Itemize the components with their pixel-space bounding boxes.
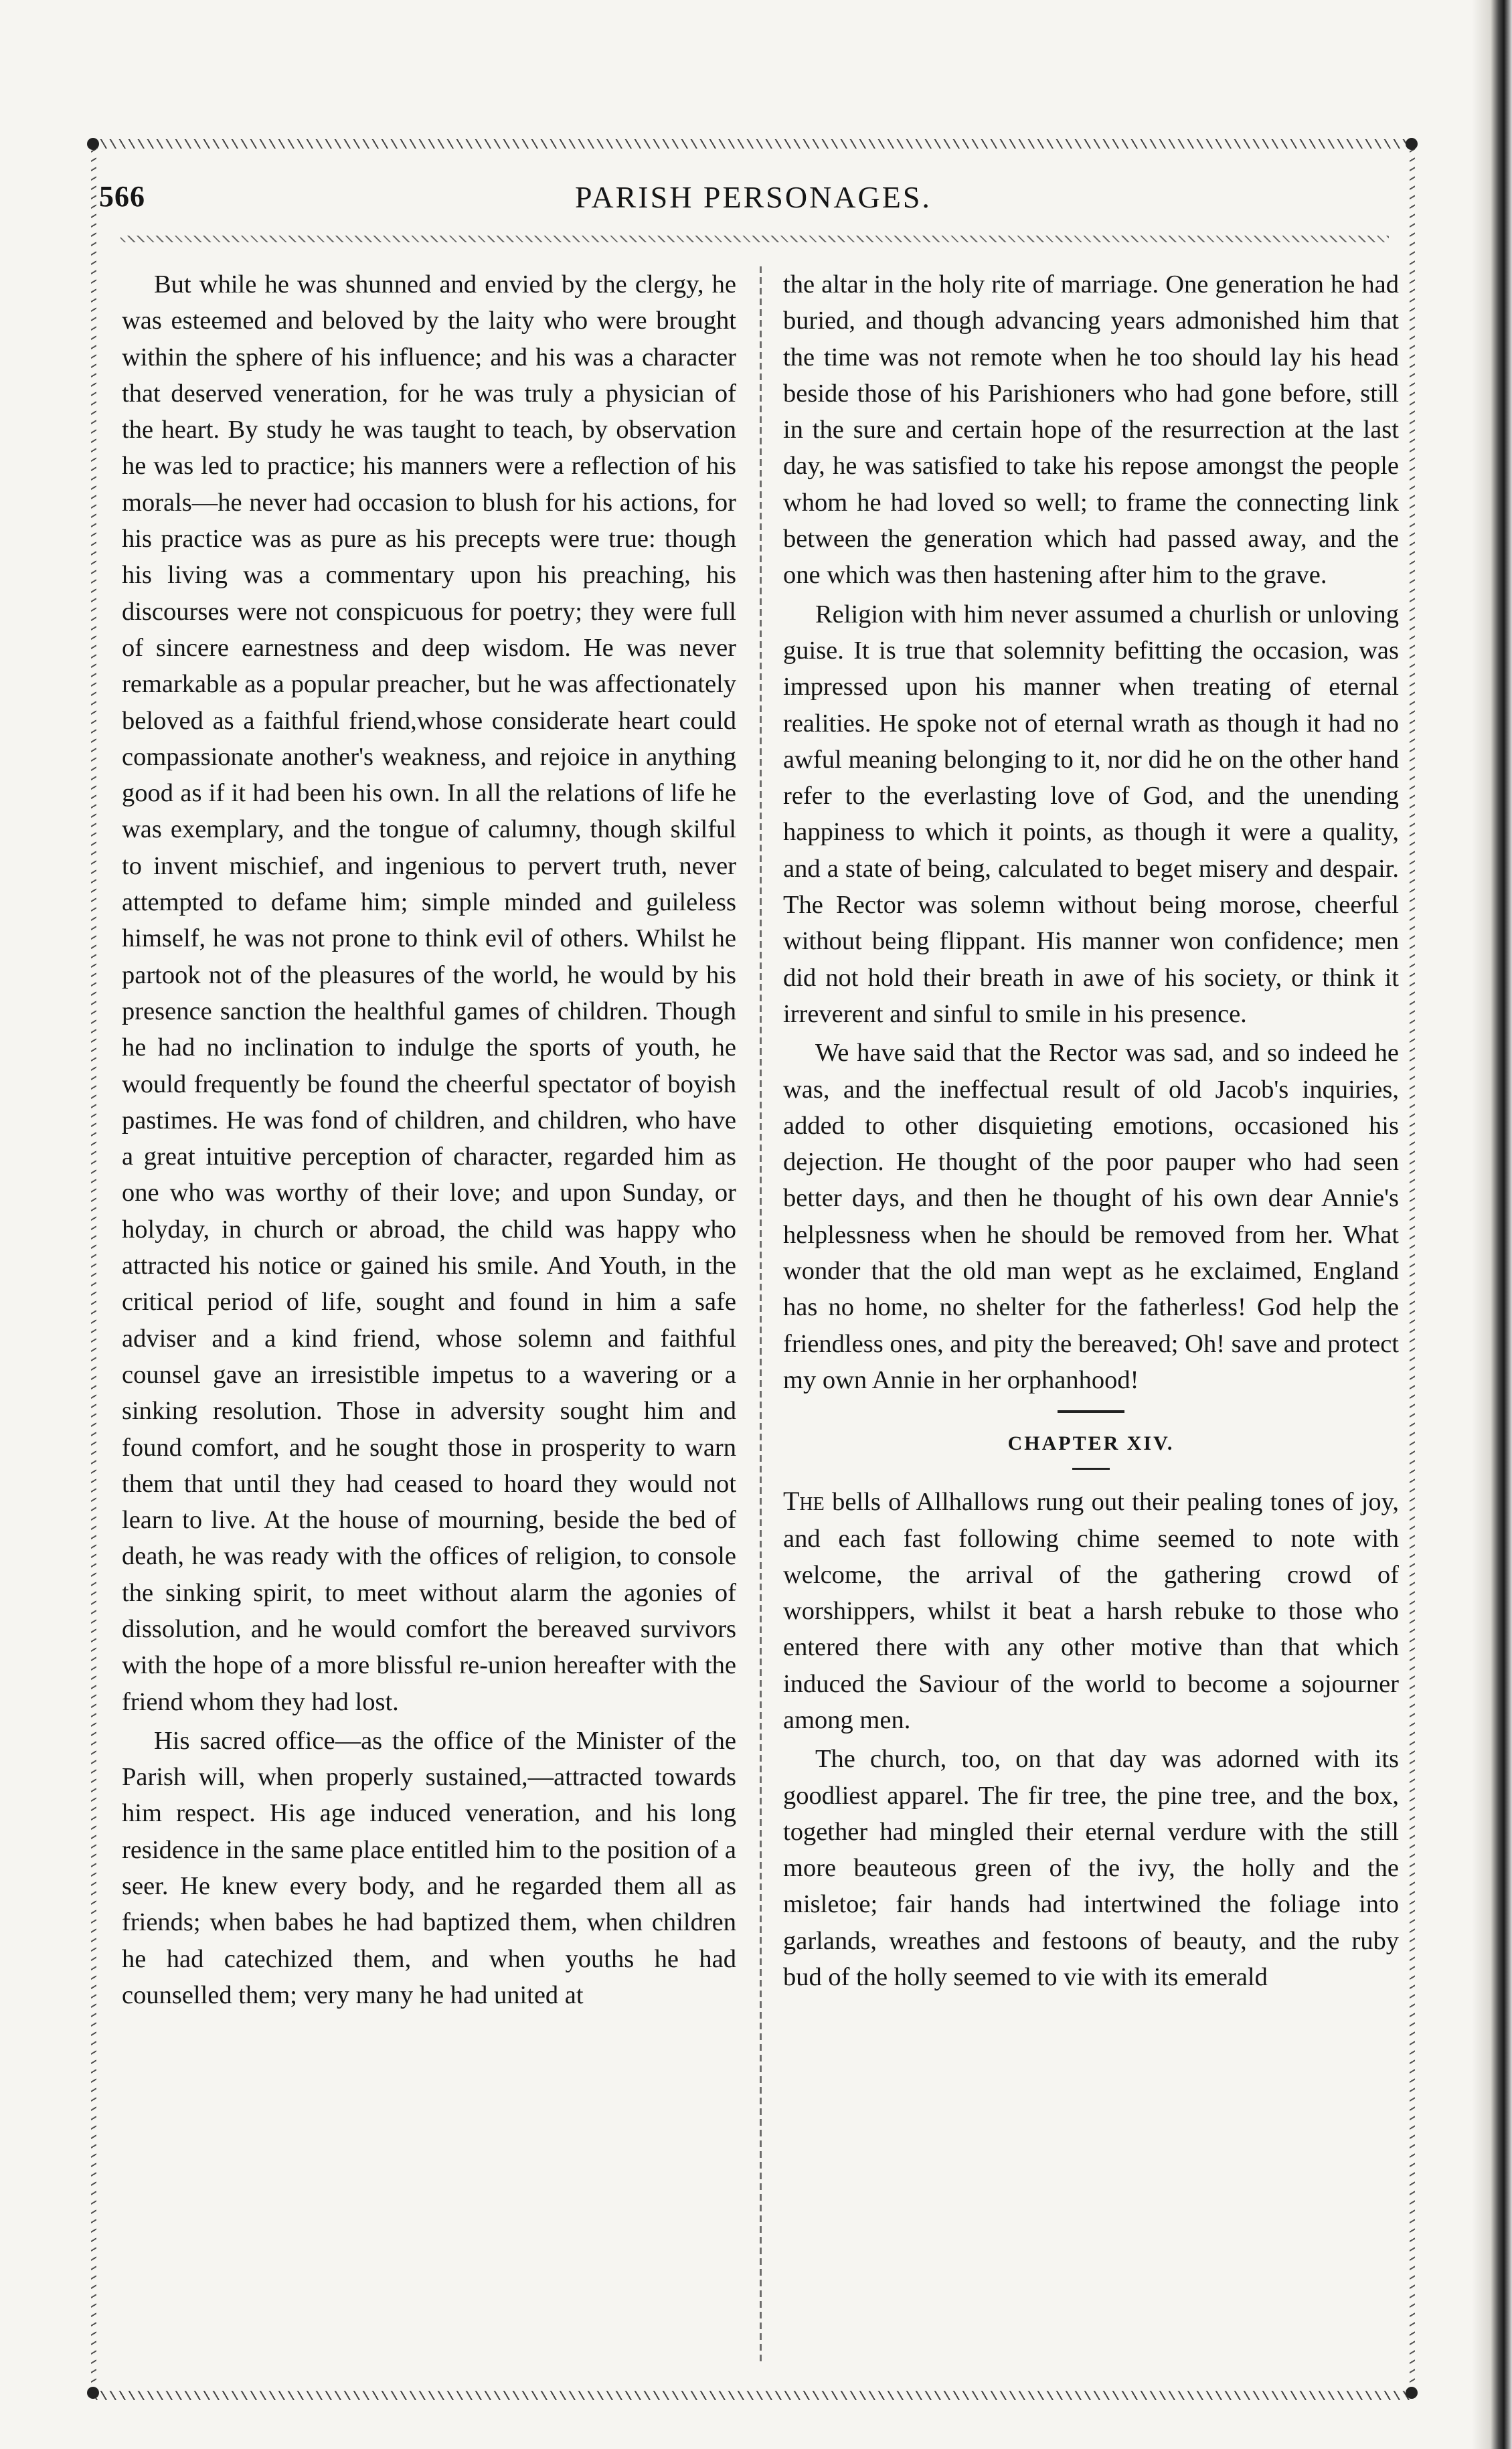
border-corner-ornament: [87, 2387, 99, 2399]
page-number: 566: [99, 180, 145, 213]
border-corner-ornament: [1406, 2387, 1418, 2399]
chapter-opening-word: The: [783, 1486, 825, 1517]
book-spine-edge: [1472, 0, 1512, 2449]
paragraph: The church, too, on that day was adorned with its goodliest apparel. The fir tree, the pine tree, and the box, together had mingled their eternal verdure with the still more beauteous green of the ivy, the holly and the misletoe; fair hands had intertwined the foliage into garlands, wreathes and festoons of beauty, and the ruby bud of the holly seemed to vie with its emerald: [783, 1745, 1399, 1992]
chapter-rule: [1072, 1468, 1110, 1470]
paragraph: We have said that the Rector was sad, and so indeed he was, and the ineffectual result of old Jacob's inquiries, added to other disquieting emotions, occasioned his dejection. He thought of the poor pauper who had seen better days, and then he thought of his own dear Annie's helplessness when he should be removed from her. What wonder that the old man wept as he exclaimed, England has no home, no shelter for the fatherless! God help the friendless ones, and pity the bereaved; Oh! save and protect my own Annie in her orphanhood!: [783, 1039, 1399, 1394]
ornamental-border-top: [92, 139, 1414, 149]
ornamental-border-right: [1410, 147, 1415, 2393]
column-divider: [760, 266, 762, 2361]
paragraph: His sacred office—as the office of the Minister of the Parish will, when properly sustained,—attracted towards him respect. His age induced veneration, and his long residence in the same place entitled him to the position of a seer. He knew every body, and he regarded them all as friends; when babes he had baptized them, when children he had catechized them, and when youths he had counselled them; very many he had united at: [122, 1726, 736, 2009]
running-title: PARISH PERSONAGES.: [575, 180, 932, 214]
page-header: [99, 179, 1408, 226]
paragraph: But while he was shunned and envied by the clergy, he was esteemed and beloved by the laity who were brought within the sphere of his influence; and his was a character that deserved veneration, for he was truly a physician of the heart. By study he was taught to teach, by observation he was led to practice; his manners were a reflection of his morals—he never had occasion to blush for his actions, for his practice was as pure as his precepts were true: though his living was a commentary upon his preaching, his discourses were not conspicuous for poetry; they were full of sincere earnestness and deep wisdom. He was never remarkable as a popular preacher, but he was affectionately beloved as a faithful friend,whose considerate heart could compassionate another's weakness, and rejoice in anything good as if it had been his own. In all the relations of life he was exemplary, and the tongue of calumny, though skilful to invent mischief, and ingenious to pervert truth, never attempted to defame him; simple minded and guileless himself, he was not prone to think evil of others. Whilst he partook not of the pleasures of the world, he would by his presence sanction the healthful games of children. Though he had no inclination to indulge the sports of youth, he would frequently be found the cheerful spectator of boyish pastimes. He was fond of children, and children, who have a great intuitive perception of character, regarded him as one who was worthy of their love; and upon Sunday, or holyday, in church or abroad, the child was happy who attracted his notice or gained his smile. And Youth, in the critical period of life, sought and found in him a safe adviser and a kind friend, whose solemn and faithful counsel gave an irresistible impetus to a wavering or a sinking resolution. Those in adversity sought him and found comfort, and he sought those in prosperity to warn them that until they had ceased to hoard they would not learn to live. At the house of mourning, beside the bed of death, he was ready with the offices of religion, to console the sinking spirit, to meet without alarm the agonies of dissolution, and he would comfort the bereaved survivors with the hope of a more blissful re-union hereafter with the friend whom they had lost.: [122, 270, 736, 1716]
paragraph: the altar in the holy rite of marriage. One generation he had buried, and though advancing years admonished him that the time was not remote when he too should lay his head beside those of his Parishioners who had gone before, still in the sure and certain hope of the resurrection at the last day, he was satisfied to take his repose amongst the people whom he had loved so well; to frame the connecting link between the generation which had passed away, and the one which was then hastening after him to the grave.: [783, 270, 1399, 590]
right-column: [783, 266, 1399, 1995]
ornamental-border-bottom: [92, 2391, 1414, 2400]
border-corner-ornament: [1406, 138, 1418, 150]
chapter-heading: CHAPTER XIV.: [1007, 1432, 1175, 1455]
chapter-rule: [1058, 1410, 1124, 1413]
chapter-first-paragraph: [783, 1483, 1399, 1738]
left-column: [122, 266, 736, 2013]
ornamental-border-left: [91, 147, 96, 2393]
border-corner-ornament: [87, 138, 99, 150]
paragraph: Religion with him never assumed a churlish or unloving guise. It is true that solemnity befitting the occasion, was impressed upon his manner when treating of eternal realities. He spoke not of eternal wrath as though it had no awful meaning belonging to it, nor did he on the other hand refer to the everlasting love of God, and the unending happiness to which it points, as though it were a quality, and a state of being, calculated to beget misery and despair. The Rector was solemn without being morose, cheerful without being flippant. His manner won confidence; men did not hold their breath in awe of his society, or think it irreverent and sinful to smile in his presence.: [783, 600, 1399, 1028]
header-rule: [120, 236, 1389, 242]
chapter-first-paragraph-text: bells of Allhallows rung out their pealing tones of joy, and each fast following chime seemed to note with welcome, the arrival of the gathering crowd of worshippers, whilst it beat a harsh rebuke to those who entered there with any other motive than that which induced the Saviour of the world to become a sojourner among men.: [783, 1488, 1399, 1734]
